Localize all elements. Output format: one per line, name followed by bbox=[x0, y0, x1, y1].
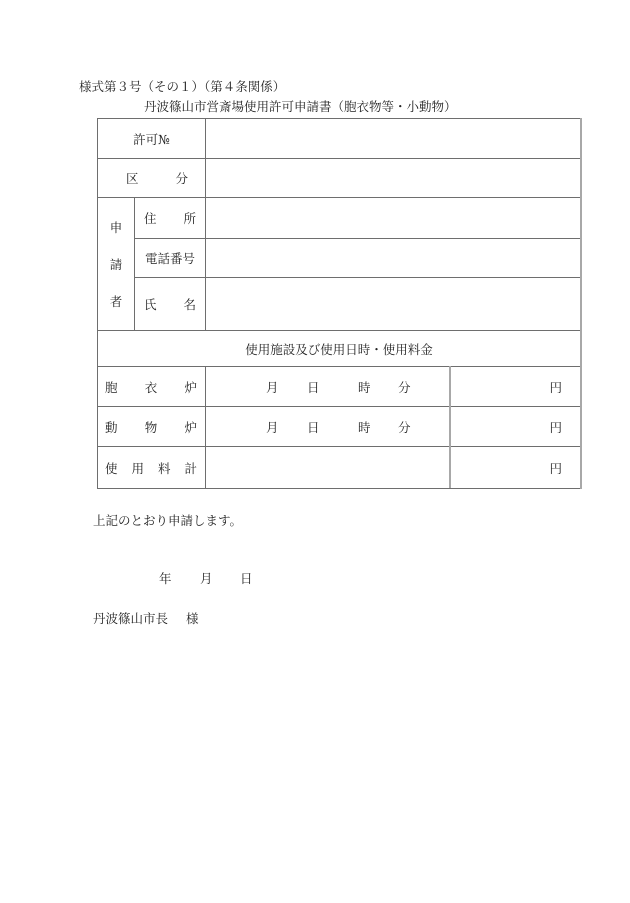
category-field[interactable] bbox=[206, 159, 580, 197]
animal-furnace-label: 動 物 炉 bbox=[105, 419, 197, 435]
statement: 上記のとおり申請します。 bbox=[93, 513, 243, 528]
form-number: 様式第３号（その１）（第４条関係） bbox=[79, 79, 286, 94]
section-header: 使用施設及び使用日時・使用料金 bbox=[245, 341, 433, 357]
total-fee-amount[interactable]: 円 bbox=[549, 460, 562, 476]
phone-field[interactable] bbox=[206, 239, 580, 277]
year-label: 年 bbox=[159, 571, 172, 586]
total-fee-blank bbox=[206, 447, 449, 488]
addressee-honorific: 様 bbox=[186, 611, 199, 626]
permit-no-label: 許可№ bbox=[133, 131, 170, 147]
placenta-furnace-fee[interactable]: 円 bbox=[549, 379, 562, 395]
day-label: 日 bbox=[240, 571, 253, 586]
phone-label: 電話番号 bbox=[144, 251, 195, 266]
month-label: 月 bbox=[200, 571, 213, 586]
placenta-furnace-datetime[interactable]: 月 日 時 分 bbox=[266, 379, 411, 395]
animal-furnace-datetime[interactable]: 月 日 時 分 bbox=[266, 419, 411, 435]
address-label: 住 所 bbox=[144, 211, 196, 226]
animal-furnace-fee[interactable]: 円 bbox=[549, 419, 562, 435]
address-field[interactable] bbox=[206, 198, 580, 238]
permit-no-field[interactable] bbox=[206, 119, 580, 158]
applicant-group-label: 申 請 者 bbox=[109, 219, 123, 310]
placenta-furnace-label: 胞 衣 炉 bbox=[105, 379, 197, 395]
addressee-title: 丹波篠山市長 bbox=[93, 611, 169, 626]
form-title: 丹波篠山市営斎場使用許可申請書（胞衣物等・小動物） bbox=[144, 99, 457, 114]
total-fee-label: 使 用 料 計 bbox=[105, 460, 197, 476]
name-label: 氏 名 bbox=[144, 297, 196, 312]
category-label: 区 分 bbox=[126, 171, 188, 186]
name-field[interactable] bbox=[206, 278, 580, 330]
